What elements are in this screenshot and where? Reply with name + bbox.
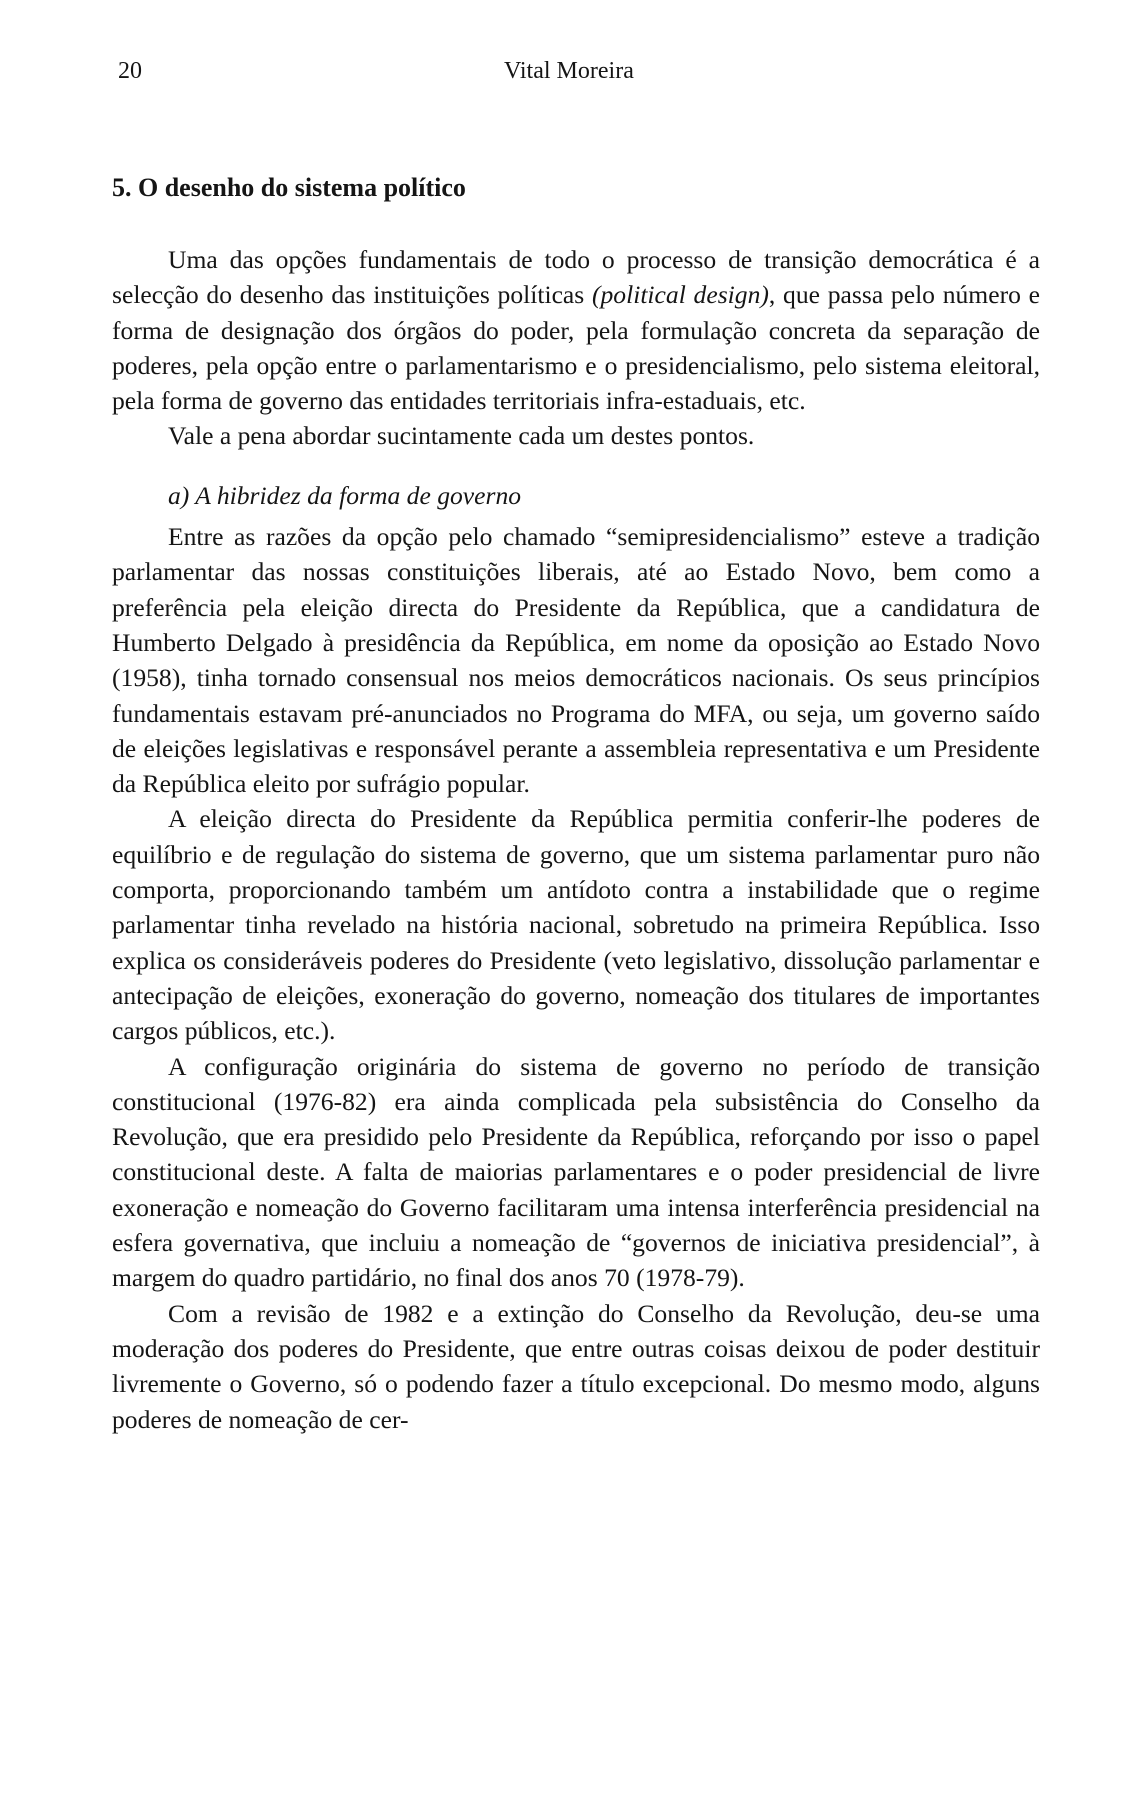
paragraph-reasons: Entre as razões da opção pelo chamado “semipresidencialismo” esteve a tradição parlamentar das nossas constituições liberais, até ao Estado Novo, bem como a preferência pela eleição directa do Presidente da República, que a candidatura de Humberto Delgado à presidência da República, em nome da oposição ao Estado Novo (1958), tinha tornado consensual nos meios democráticos nacionais. Os seus princípios fundamentais estavam pré-anunciados no Programa do MFA, ou seja, um governo saído de eleições legislativas e responsável perante a assembleia representativa e um Presidente da República eleito por sufrágio popular. [112, 522, 1040, 799]
paragraph-overview: Vale a pena abordar sucintamente cada um destes pontos. [168, 421, 755, 451]
paragraph-intro-text-end: , que passa pelo número e forma de designação dos órgãos do poder, pela formulação concreta da separação de poderes, pela opção entre o parlamentarismo e o presidencialismo, pelo sistema eleitoral, pela forma de governo das entidades territoriais infra-estaduais, etc. [112, 280, 1040, 416]
page-number: 20 [118, 58, 142, 84]
paragraph-direct-election: A eleição directa do Presidente da República permitia conferir-lhe poderes de equilíbrio e de regulação do sistema de governo, que um sistema parlamentar puro não comporta, proporcionando também um antídoto contra a instabilidade que o regime parlamentar tinha revelado na história nacional, sobretudo na primeira República. Isso explica os consideráveis poderes do Presidente (veto legislativo, dissolução parlamentar e antecipação de eleições, exoneração do governo, nomeação dos titulares de importantes cargos públicos, etc.). [112, 804, 1040, 1046]
running-head-author: Vital Moreira [504, 58, 634, 84]
section-title: 5. O desenho do sistema político [112, 173, 466, 202]
paragraph-intro [112, 242, 1040, 418]
paragraph-1982-revision: Com a revisão de 1982 e a extinção do Conselho da Revolução, deu-se uma moderação dos poderes do Presidente, que entre outras coisas deixou de poder destituir livremente o Governo, só o podendo fazer a título excepcional. Do mesmo modo, alguns poderes de nomeação de cer- [112, 1298, 1040, 1434]
book-page [112, 58, 1040, 1437]
paragraph-intro-italic: (political design) [591, 280, 769, 310]
subsection-heading: a) A hibridez da forma de governo [168, 480, 522, 510]
running-head [112, 58, 1040, 98]
paragraph-original-configuration: A configuração originária do sistema de governo no período de transição constitucional (1976-82) era ainda complicada pela subsistência do Conselho da Revolução, que era presidido pelo Presidente da República, reforçando por isso o papel constitucional deste. A falta de maiorias parlamentares e o poder presidencial de livre exoneração e nomeação do Governo facilitaram uma intensa interferência presidencial na esfera governativa, que incluiu a nomeação de “governos de iniciativa presidencial”, à margem do quadro partidário, no final dos anos 70 (1978-79). [112, 1051, 1040, 1293]
paragraph-intro-text: Uma das opções fundamentais de todo o processo de transição democrática é a selecção do desenho das instituições políticas [112, 245, 1040, 310]
